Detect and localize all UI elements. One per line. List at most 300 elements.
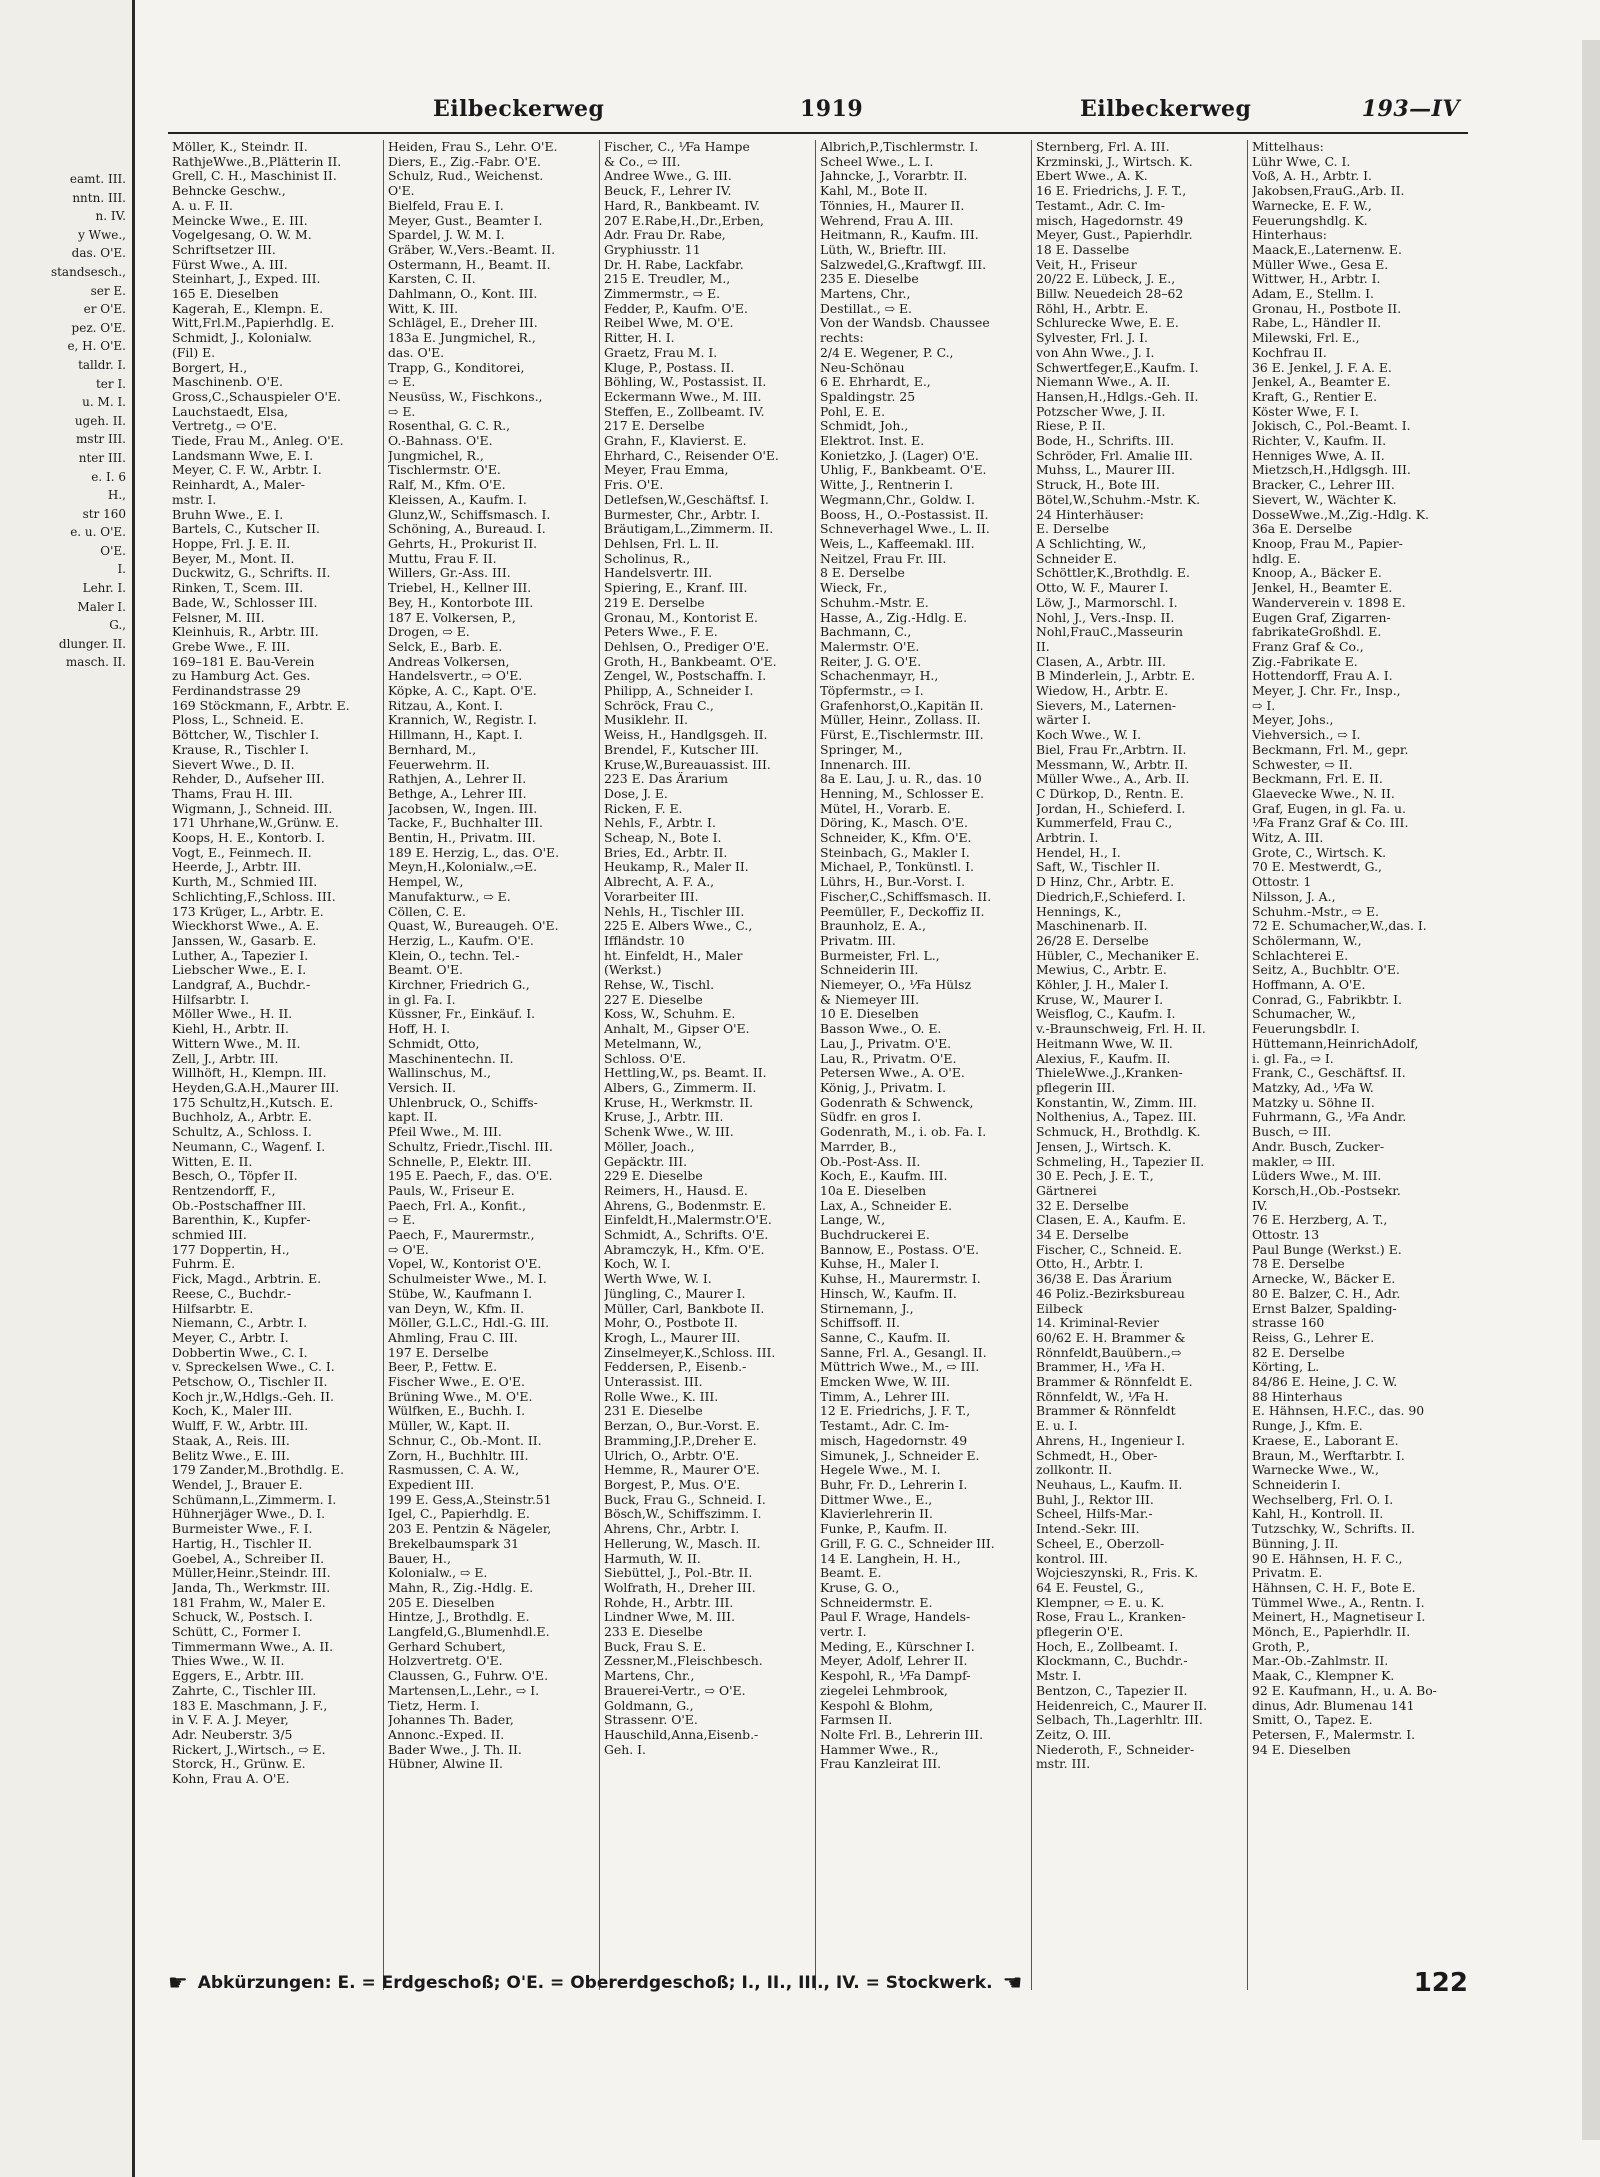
directory-entry: Diers, E., Zig.-Fabr. O'E. [388, 154, 541, 169]
directory-entry: Burmester, Chr., Arbtr. I. [604, 507, 761, 522]
directory-entry: Heerde, J., Arbtr. III. [172, 860, 302, 875]
directory-entry: Messmann, W., Arbtr. II. [1036, 757, 1189, 772]
margin-fragment: H., [107, 488, 126, 503]
directory-entry: 82 E. Derselbe [1252, 1345, 1345, 1360]
directory-entry: Zimmermstr., ⇨ E. [604, 287, 721, 302]
directory-entry: Küssner, Fr., Einkäuf. I. [388, 1007, 536, 1022]
directory-entry: Schneider E. [1036, 551, 1117, 566]
directory-entry: Selck, E., Barb. E. [388, 639, 503, 654]
directory-entry: Beckmann, Frl. E. II. [1252, 772, 1383, 787]
directory-entry: Albrich,P.,Tischlermstr. I. [820, 140, 979, 154]
directory-entry: Burmeister, Frl. L., [820, 948, 940, 963]
directory-entry: Körting, L. [1252, 1360, 1320, 1375]
directory-entry: Biel, Frau Fr.,Arbtrn. II. [1036, 742, 1187, 757]
directory-entry: Meyer, C. F. W., Arbtr. I. [172, 463, 322, 478]
directory-entry: Bötel,W.,Schuhm.-Mstr. K. [1036, 492, 1201, 507]
directory-entry: Nilsson, J. A., [1252, 889, 1336, 904]
directory-entry: Scheel, Hilfs-Mar.- [1036, 1507, 1153, 1522]
directory-entry: Milewski, Frl. E., [1252, 331, 1360, 346]
directory-entry: Peters Wwe., F. E. [604, 625, 718, 640]
directory-entry: Dr. H. Rabe, Lackfabr. [604, 257, 744, 272]
directory-entry: Müller, Carl, Bankbote II. [604, 1301, 765, 1316]
directory-entry: Mietzsch,H.,Hdlgsgh. III. [1252, 463, 1411, 478]
directory-entry: Metelmann, W., [604, 1036, 702, 1051]
directory-entry: Eilbeck [1036, 1301, 1083, 1316]
directory-entry: Heitmann Wwe, W. II. [1036, 1036, 1173, 1051]
directory-entry: 46 Poliz.-Bezirksbureau [1036, 1286, 1185, 1301]
directory-entry: Eggers, E., Arbtr. III. [172, 1669, 305, 1684]
directory-entry: Schöttler,K.,Brothdlg. E. [1036, 566, 1190, 581]
directory-entry: Wigmann, J., Schneid. III. [172, 801, 333, 816]
directory-entry: Nolte Frl. B., Lehrerin III. [820, 1727, 984, 1742]
scan-right-edge [1582, 40, 1600, 2140]
directory-entry: Beuck, F., Lehrer IV. [604, 184, 732, 199]
header-street-right: Eilbeckerweg [1080, 96, 1252, 122]
directory-entry: Bramming,J.P.,Dreher E. [604, 1433, 757, 1448]
directory-entry: 14. Kriminal-Revier [1036, 1316, 1159, 1331]
directory-entry: Hennings, K., [1036, 904, 1122, 919]
directory-entry: Innenarch. III. [820, 757, 911, 772]
directory-entry: Groth, H., Bankbeamt. O'E. [604, 654, 777, 669]
directory-entry: pflegerin O'E. [1036, 1625, 1124, 1640]
directory-entry: Ahrens, Chr., Arbtr. I. [604, 1522, 740, 1537]
directory-entry: A Schlichting, W., [1036, 536, 1147, 551]
directory-entry: Brauerei-Vertr., ⇨ O'E. [604, 1683, 746, 1698]
directory-entry: Vertretg., ⇨ O'E. [172, 419, 277, 434]
directory-entry: Knoop, A., Bäcker E. [1252, 566, 1382, 581]
directory-entry: Kraft, G., Rentier E. [1252, 389, 1378, 404]
directory-entry: Müttrich Wwe., M., ⇨ III. [820, 1360, 980, 1375]
directory-entry: Thies Wwe., W. II. [172, 1654, 285, 1669]
directory-entry: Bries, Ed., Arbtr. II. [604, 845, 728, 860]
directory-columns [168, 140, 1468, 1990]
directory-entry: Hinterhaus: [1252, 228, 1327, 243]
directory-entry: Bünning, J. II. [1252, 1536, 1339, 1551]
directory-entry: 94 E. Dieselben [1252, 1742, 1351, 1757]
directory-entry: Zeitz, O. III. [1036, 1727, 1112, 1742]
directory-entry: Paech, Frl. A., Konfit., [388, 1198, 526, 1213]
directory-entry: Zinselmeyer,K.,Schloss. III. [604, 1345, 776, 1360]
directory-entry: Neuhaus, L., Kaufm. II. [1036, 1477, 1183, 1492]
directory-entry: Kagerah, E., Klempn. E. [172, 301, 324, 316]
directory-entry: Fris. O'E. [604, 478, 664, 493]
directory-entry: Lührs, H., Bur.-Vorst. I. [820, 875, 966, 890]
directory-entry: Mohr, O., Postbote II. [604, 1316, 738, 1331]
directory-entry: Borgert, H., [172, 360, 248, 375]
directory-entry: Buck, Frau G., Schneid. I. [604, 1492, 766, 1507]
directory-entry: Kleinhuis, R., Arbtr. III. [172, 625, 319, 640]
directory-entry: Thams, Frau H. III. [172, 786, 293, 801]
directory-entry: Feddersen, P., Eisenb.- [604, 1360, 747, 1375]
directory-entry: Fischer Wwe., E. O'E. [388, 1375, 525, 1390]
directory-entry: Wittern Wwe., M. II. [172, 1036, 301, 1051]
directory-entry: Schlurecke Wwe, E. E. [1036, 316, 1179, 331]
directory-entry: wärter I. [1036, 713, 1091, 728]
directory-entry: Neu-Schönau [820, 360, 905, 375]
directory-entry: Iffländstr. 10 [604, 933, 685, 948]
directory-entry: Schölermann, W., [1252, 933, 1362, 948]
directory-entry: Bösch,W., Schiffszimm. I. [604, 1507, 762, 1522]
directory-entry: Arbtrin. I. [1036, 831, 1099, 846]
directory-entry: Jacobsen, W., Ingen. III. [388, 801, 538, 816]
directory-entry: mstr. III. [1036, 1757, 1091, 1772]
directory-entry: Pohl, E. E. [820, 404, 886, 419]
directory-entry: Böttcher, W., Tischler I. [172, 728, 320, 743]
directory-entry: Kahl, M., Bote II. [820, 184, 928, 199]
directory-entry: Dehlsen, O., Prediger O'E. [604, 639, 770, 654]
directory-entry: Harmuth, W. II. [604, 1551, 701, 1566]
directory-entry: Kespohl, R., ⅟Fa Dampf- [820, 1669, 971, 1684]
margin-fragment: masch. II. [65, 655, 126, 670]
directory-entry: Meyer, Adolf, Lehrer II. [820, 1654, 968, 1669]
directory-entry: Schümann,L.,Zimmerm. I. [172, 1492, 337, 1507]
directory-entry: Uhlig, F., Bankbeamt. O'E. [820, 463, 987, 478]
directory-entry: 70 E. Mestwerdt, G., [1252, 860, 1382, 875]
directory-entry: Felsner, M. III. [172, 610, 265, 625]
directory-entry: Otto, H., Arbtr. I. [1036, 1257, 1144, 1272]
directory-entry: Kuhse, H., Maler I. [820, 1257, 940, 1272]
directory-entry: Lüth, W., Brieftr. III. [820, 242, 947, 257]
directory-entry: 76 E. Herzberg, A. T., [1252, 1213, 1388, 1228]
directory-entry: DosseWwe.,M.,Zig.-Hdlg. K. [1252, 507, 1429, 522]
directory-entry: Kummerfeld, Frau C., [1036, 816, 1173, 831]
directory-entry: 165 E. Dieselben [172, 287, 279, 302]
directory-entry: Ottostr. 13 [1252, 1228, 1320, 1243]
directory-entry: 181 Frahm, W., Maler E. [172, 1595, 326, 1610]
directory-entry: Gerhard Schubert, [388, 1639, 506, 1654]
directory-entry: Martens, Chr., [820, 287, 911, 302]
directory-entry: Heukamp, R., Maler II. [604, 860, 749, 875]
directory-entry: Tutzschky, W., Schrifts. II. [1252, 1522, 1415, 1537]
directory-entry: Hähnsen, C. H. F., Bote E. [1252, 1580, 1416, 1595]
directory-entry: Töpfermstr., ⇨ I. [820, 684, 924, 699]
directory-entry: Zell, J., Arbtr. III. [172, 1051, 279, 1066]
directory-entry: Grell, C. H., Maschinist II. [172, 169, 337, 184]
directory-entry: Knoop, Frau M., Papier- [1252, 536, 1403, 551]
directory-entry: Versich. II. [388, 1081, 456, 1095]
directory-entry: Schmeling, H., Tapezier II. [1036, 1154, 1205, 1169]
directory-entry: Paul Bunge (Werkst.) E. [1252, 1242, 1402, 1257]
directory-entry: Veit, H., Friseur [1036, 257, 1137, 272]
directory-entry: Tümmel Wwe., A., Rentn. I. [1252, 1595, 1425, 1610]
directory-entry: Maack,E.,Laternenw. E. [1252, 242, 1402, 257]
directory-entry: Meyer, J. Chr. Fr., Insp., [1252, 684, 1401, 699]
directory-entry: 10 E. Dieselben [820, 1007, 919, 1022]
directory-entry: Adr. Neuberstr. 3/5 [172, 1727, 293, 1742]
directory-entry: Kruse, H., Werkmstr. II. [604, 1095, 754, 1110]
directory-entry: Bentzon, C., Tapezier II. [1036, 1683, 1188, 1698]
directory-entry: Schwertfeger,E.,Kaufm. I. [1036, 360, 1199, 375]
directory-entry: Brammer & Rönnfeldt E. [1036, 1375, 1193, 1390]
directory-entry: Wanderverein v. 1898 E. [1252, 595, 1406, 610]
directory-entry: Salzwedel,G.,Kraftwgf. III. [820, 257, 987, 272]
directory-entry: Zengel, W., Postschaffn. I. [604, 669, 767, 684]
directory-entry: Drogen, ⇨ E. [388, 625, 470, 640]
directory-entry: Mittelhaus: [1252, 140, 1324, 154]
directory-entry: Mahn, R., Zig.-Hdlg. E. [388, 1580, 534, 1595]
directory-entry: RathjeWwe.,B.,Plätterin II. [172, 154, 342, 169]
directory-entry: Viehversich., ⇨ I. [1252, 728, 1361, 743]
directory-entry: Witten, E. II. [172, 1154, 253, 1169]
directory-entry: Godenrath, M., i. ob. Fa. I. [820, 1125, 987, 1140]
directory-entry: Köpke, A. C., Kapt. O'E. [388, 684, 537, 699]
directory-entry: Wolfrath, H., Dreher III. [604, 1580, 756, 1595]
directory-entry: Ricken, F. E. [604, 801, 683, 816]
directory-entry: Kirchner, Friedrich G., [388, 978, 530, 993]
directory-entry: makler, ⇨ III. [1252, 1154, 1336, 1169]
directory-entry: 14 E. Langhein, H. H., [820, 1551, 961, 1566]
directory-entry: & Co., ⇨ III. [604, 154, 681, 169]
directory-entry: Röhl, H., Arbtr. E. [1036, 301, 1149, 316]
directory-entry: Korsch,H.,Ob.-Postsekr. [1252, 1183, 1401, 1198]
directory-entry: Janssen, W., Gasarb. E. [172, 933, 317, 948]
directory-entry: Steinhart, J., Exped. III. [172, 272, 321, 287]
directory-entry: Meyer, Gust., Papierhdlr. [1036, 228, 1193, 243]
directory-entry: i. gl. Fa., ⇨ I. [1252, 1051, 1334, 1066]
directory-entry: Gräber, W.,Vers.-Beamt. II. [388, 242, 556, 257]
directory-entry: Sylvester, Frl. J. I. [1036, 331, 1148, 346]
margin-fragment: ser E. [90, 283, 126, 298]
directory-entry: Kuhse, H., Maurermstr. I. [820, 1272, 981, 1287]
directory-entry: 8a E. Lau, J. u. R., das. 10 [820, 772, 982, 787]
directory-entry: Ploss, L., Schneid. E. [172, 713, 304, 728]
directory-entry: Meyer, C., Arbtr. I. [172, 1330, 289, 1345]
directory-entry: Sanne, Frl. A., Gesangl. II. [820, 1345, 987, 1360]
directory-entry: Steffen, E., Zollbeamt. IV. [604, 404, 765, 419]
directory-entry: Cöllen, C. E. [388, 904, 466, 919]
directory-entry: Hinsch, W., Kaufm. II. [820, 1286, 957, 1301]
directory-entry: Igel, C., Papierhdlg. E. [388, 1507, 530, 1522]
directory-entry: Grebe Wwe., F. III. [172, 639, 291, 654]
directory-entry: fabrikateGroßhdl. E. [1252, 625, 1382, 640]
directory-entry: Schmuck, H., Brothdlg. K. [1036, 1125, 1201, 1140]
directory-entry: Rönnfeldt,Bauübern.,⇨ [1036, 1345, 1182, 1360]
directory-entry: 195 E. Paech, F., das. O'E. [388, 1169, 553, 1184]
directory-entry: Niemann, C., Arbtr. I. [172, 1316, 308, 1331]
directory-entry: Springer, M., [820, 742, 903, 757]
directory-entry: Mütel, H., Vorarb. E. [820, 801, 951, 816]
directory-entry: Maschinentechn. II. [388, 1051, 514, 1066]
directory-entry: Bode, H., Schrifts. III. [1036, 434, 1175, 449]
directory-entry: Wülfken, E., Buchh. I. [388, 1404, 526, 1419]
directory-entry: Henniges Wwe, A. II. [1252, 448, 1385, 463]
directory-entry: Wittwer, H., Arbtr. I. [1252, 272, 1381, 287]
directory-entry: Hilfsarbtr. E. [172, 1301, 254, 1316]
directory-entry: Gronau, H., Postbote II. [1252, 301, 1402, 316]
directory-entry: Lax, A., Schneider E. [820, 1198, 953, 1213]
margin-fragment: G., [109, 618, 126, 633]
directory-entry: Paul F. Wrage, Handels- [820, 1610, 971, 1625]
directory-entry: strasse 160 [1252, 1316, 1325, 1331]
directory-entry: Schnur, C., Ob.-Mont. II. [388, 1433, 542, 1448]
directory-entry: Wendel, J., Brauer E. [172, 1477, 303, 1492]
directory-entry: dinus, Adr. Blumenau 141 [1252, 1698, 1415, 1713]
directory-entry: Rose, Frau L., Kranken- [1036, 1610, 1186, 1625]
directory-entry: Quast, W., Bureaugeh. O'E. [388, 919, 559, 934]
directory-entry: O.-Bahnass. O'E. [388, 434, 493, 449]
directory-entry: Klavierlehrerin II. [820, 1507, 933, 1522]
directory-entry: Hoppe, Frl. J. E. II. [172, 536, 291, 551]
directory-entry: Ob.-Postschaffner III. [172, 1198, 307, 1213]
directory-entry: Intend.-Sekr. III. [1036, 1522, 1140, 1537]
directory-entry: Privatm. III. [820, 933, 896, 948]
directory-entry: ht. Einfeldt, H., Maler [604, 948, 743, 963]
directory-entry: Landsmann Wwe, E. I. [172, 448, 314, 463]
directory-entry: Bentin, H., Privatm. III. [388, 831, 536, 846]
directory-entry: Grafenhorst,O.,Kapitän II. [820, 698, 984, 713]
directory-entry: Bauer, H., [388, 1551, 451, 1566]
directory-entry: Langfeld,G.,Blumenhdl.E. [388, 1625, 550, 1640]
directory-entry: Neitzel, Frau Fr. III. [820, 551, 947, 566]
directory-entry: O'E. [388, 184, 415, 199]
directory-entry: Gehrts, H., Prokurist II. [388, 536, 538, 551]
directory-entry: Hemme, R., Maurer O'E. [604, 1463, 760, 1478]
directory-entry: Müller,Heinr.,Steindr. III. [172, 1566, 331, 1581]
directory-entry: Hauschild,Anna,Eisenb.- [604, 1727, 759, 1742]
directory-entry: IV. [1252, 1198, 1268, 1213]
directory-entry: Konietzko, J. (Lager) O'E. [820, 448, 979, 463]
directory-entry: Neumann, C., Wagenf. I. [172, 1139, 326, 1154]
directory-entry: Rehder, D., Aufseher III. [172, 772, 325, 787]
directory-entry: Grote, C., Wirtsch. K. [1252, 845, 1387, 860]
directory-entry: Köhler, J. H., Maler I. [1036, 978, 1169, 993]
directory-entry: Scheel, E., Oberzoll- [1036, 1536, 1165, 1551]
directory-entry: 177 Doppertin, H., [172, 1242, 290, 1257]
directory-entry: Claussen, G., Fuhrw. O'E. [388, 1669, 549, 1684]
directory-entry: Matzky u. Söhne II. [1252, 1095, 1375, 1110]
directory-entry: Klempner, ⇨ E. u. K. [1036, 1595, 1165, 1610]
directory-entry: Ostermann, H., Beamt. II. [388, 257, 551, 272]
directory-entry: Schnelle, P., Elektr. III. [388, 1154, 532, 1169]
directory-entry: Hoff, H. I. [388, 1022, 451, 1037]
directory-entry: Gross,C.,Schauspieler O'E. [172, 389, 341, 404]
directory-entry: Ritter, H. I. [604, 331, 675, 346]
directory-entry: Bethge, A., Lehrer III. [388, 786, 527, 801]
margin-fragment: ter I. [95, 376, 126, 391]
directory-entry: 36/38 E. Das Ärarium [1036, 1272, 1173, 1287]
directory-column-2 [384, 140, 600, 1990]
directory-entry: Bernhard, M., [388, 742, 477, 757]
margin-fragment: e, H. O'E. [67, 339, 126, 354]
directory-entry: 227 E. Dieselbe [604, 992, 703, 1007]
directory-entry: Fischer, C., Schneid. E. [1036, 1242, 1182, 1257]
directory-entry: Schmedt, H., Ober- [1036, 1448, 1158, 1463]
pointing-hand-right-icon: ☚ [1002, 1970, 1023, 1996]
directory-entry: Feuerwehrm. II. [388, 757, 490, 772]
directory-entry: Smitt, O., Tapez. E. [1252, 1713, 1373, 1728]
directory-entry: Liebscher Wwe., E. I. [172, 963, 307, 978]
directory-entry: 225 E. Albers Wwe., C., [604, 919, 753, 934]
directory-entry: Paech, F., Maurermstr., [388, 1228, 535, 1243]
directory-entry: Grahn, F., Klavierst. E. [604, 434, 747, 449]
directory-entry: Rohde, H., Arbtr. III. [604, 1595, 734, 1610]
directory-entry: Triebel, H., Kellner III. [388, 581, 532, 596]
directory-entry: Bräutigam,L.,Zimmerm. II. [604, 522, 774, 537]
directory-entry: Petschow, O., Tischler II. [172, 1375, 328, 1390]
directory-entry: Marrder, B., [820, 1139, 897, 1154]
directory-entry: Booss, H., O.-Postassist. II. [820, 507, 989, 522]
margin-fragment: y Wwe., [78, 227, 126, 242]
directory-entry: E. Derselbe [1036, 522, 1110, 537]
directory-entry: Witte, J., Rentnerin I. [820, 478, 954, 493]
directory-entry: Müller Wwe., A., Arb. II. [1036, 772, 1190, 787]
directory-entry: Meyn,H.,Kolonialw.,⇨E. [388, 860, 538, 875]
directory-entry: Hellerung, W., Masch. II. [604, 1536, 761, 1551]
directory-entry: Meyer, Gust., Beamter I. [388, 213, 543, 228]
directory-entry: Bachmann, C., [820, 625, 912, 640]
directory-entry: Jenkel, A., Beamter E. [1252, 375, 1391, 390]
directory-entry: Rentzendorff, F., [172, 1183, 276, 1198]
directory-entry: Matzky, Ad., ⅟Fa W. [1252, 1081, 1374, 1095]
directory-entry: 205 E. Dieselben [388, 1595, 495, 1610]
directory-entry: Janda, Th., Werkmstr. III. [172, 1580, 331, 1595]
directory-entry: Alexius, F., Kaufm. II. [1036, 1051, 1171, 1066]
margin-fragment: mstr III. [76, 432, 126, 447]
directory-entry: Beer, P., Fettw. E. [388, 1360, 498, 1375]
directory-entry: E. u. I. [1036, 1419, 1078, 1434]
directory-column-5 [1032, 140, 1248, 1990]
directory-entry: Mstr. I. [1036, 1669, 1082, 1684]
directory-entry: Kluge, P., Postass. II. [604, 360, 735, 375]
directory-entry: Bartels, C., Kutscher II. [172, 522, 320, 537]
directory-entry: Martensen,L.,Lehr., ⇨ I. [388, 1683, 540, 1698]
directory-entry: Malermstr. O'E. [820, 639, 920, 654]
directory-entry: Vogt, E., Feinmech. II. [172, 845, 312, 860]
directory-page [168, 90, 1468, 1990]
directory-entry: Lange, W., [820, 1213, 886, 1228]
directory-entry: Schuhm.-Mstr., ⇨ E. [1252, 904, 1379, 919]
directory-entry: Buck, Frau S. E. [604, 1639, 707, 1654]
directory-entry: A. u. F. II. [172, 198, 233, 213]
directory-entry: Jensen, J., Wirtsch. K. [1036, 1139, 1172, 1154]
directory-entry: Köster Wwe, F. I. [1252, 404, 1359, 419]
directory-entry: van Deyn, W., Kfm. II. [388, 1301, 525, 1316]
directory-entry: Müller, Heinr., Zollass. II. [820, 713, 981, 728]
directory-entry: 231 E. Dieselbe [604, 1404, 703, 1419]
directory-entry: Schmidt, Joh., [820, 419, 909, 434]
directory-entry: 223 E. Das Ärarium [604, 772, 729, 787]
directory-entry: Reimers, H., Hausd. E. [604, 1183, 748, 1198]
directory-entry: Detlefsen,W.,Geschäftsf. I. [604, 492, 769, 507]
directory-column-6 [1248, 140, 1464, 1990]
directory-entry: Kruse, G. O., [820, 1580, 900, 1595]
directory-entry: Selbach, Th.,Lagerhltr. III. [1036, 1713, 1203, 1728]
directory-entry: Hendel, H., I. [1036, 845, 1121, 860]
directory-entry: 217 E. Derselbe [604, 419, 705, 434]
directory-entry: Uhlenbruck, O., Schiffs- [388, 1095, 538, 1110]
directory-entry: Ahrens, G., Bodenmstr. E. [604, 1198, 766, 1213]
directory-entry: Müller Wwe., Gesa E. [1252, 257, 1389, 272]
directory-entry: Tiede, Frau M., Anleg. O'E. [172, 434, 344, 449]
directory-entry: 2/4 E. Wegener, P. C., [820, 345, 954, 360]
left-margin-fragments [51, 170, 126, 672]
directory-entry: Saft, W., Tischler II. [1036, 860, 1161, 875]
directory-entry: Hilfsarbtr. I. [172, 992, 250, 1007]
directory-entry: Unterassist. III. [604, 1375, 703, 1390]
directory-entry: Ob.-Post-Ass. II. [820, 1154, 921, 1169]
directory-entry: Sievert Wwe., D. II. [172, 757, 295, 772]
directory-entry: Heiden, Frau S., Lehr. O'E. [388, 140, 558, 154]
directory-entry: Herzig, L., Kaufm. O'E. [388, 933, 534, 948]
directory-entry: Krause, R., Tischler I. [172, 742, 309, 757]
directory-entry: Tischlermstr. O'E. [388, 463, 501, 478]
margin-fragment: e. I. 6 [91, 469, 126, 484]
directory-entry: Fürst, E.,Tischlermstr. III. [820, 728, 984, 743]
directory-entry: Reese, C., Buchdr.- [172, 1286, 292, 1301]
directory-entry: Buhr, Fr. D., Lehrerin I. [820, 1477, 968, 1492]
directory-entry: Rickert, J.,Wirtsch., ⇨ E. [172, 1742, 326, 1757]
directory-entry: & Niemeyer III. [820, 992, 920, 1007]
